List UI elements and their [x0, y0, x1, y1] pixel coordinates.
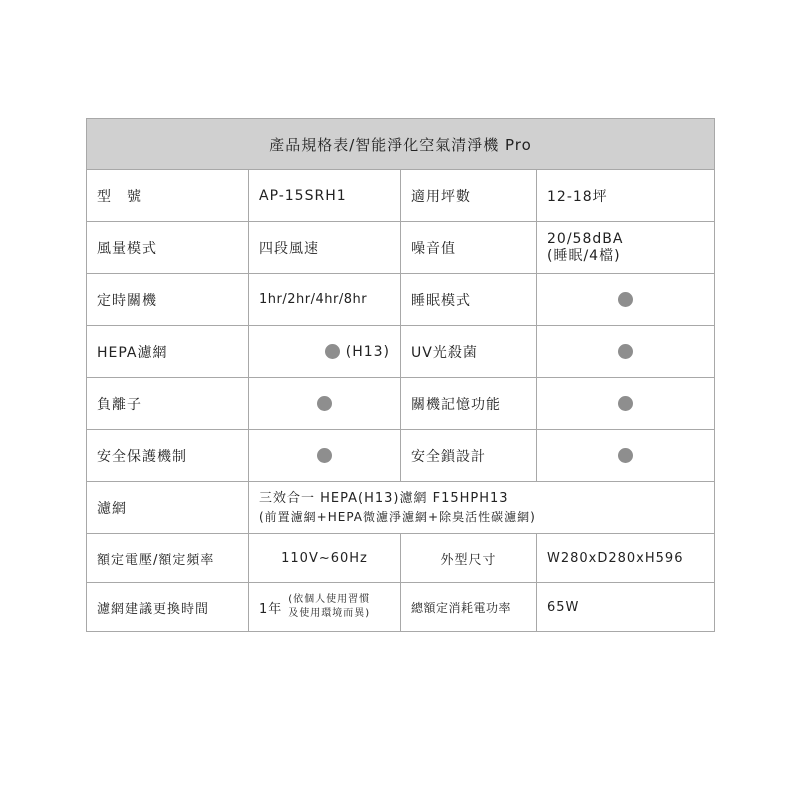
filter-value-line1: 三效合一 HEPA(H13)濾網 F15HPH13	[259, 490, 509, 506]
model-value: AP-15SRH1	[249, 170, 401, 222]
area-value: 12-18坪	[537, 170, 715, 222]
row-label: HEPA濾網	[87, 326, 249, 378]
uv-value	[537, 326, 715, 378]
row-label: 安全鎖設計	[401, 430, 537, 482]
table-row-hepa	[87, 326, 715, 378]
row-label: 關機記憶功能	[401, 378, 537, 430]
feature-dot-icon	[618, 396, 633, 411]
table-row-safety	[87, 430, 715, 482]
feature-dot-icon	[618, 292, 633, 307]
timer-value: 1hr/2hr/4hr/8hr	[249, 274, 401, 326]
sleep-mode-value	[537, 274, 715, 326]
feature-dot-icon	[618, 344, 633, 359]
feature-dot-icon	[325, 344, 340, 359]
hepa-note: (H13)	[345, 343, 390, 360]
spec-table	[86, 118, 714, 632]
row-label: 外型尺寸	[401, 534, 537, 583]
noise-value-line2: (睡眠/4檔)	[547, 247, 621, 264]
table-row-ion	[87, 378, 715, 430]
replace-note-line2: 及使用環境而異)	[288, 608, 371, 619]
replace-period: 1年	[259, 601, 283, 617]
table-row-replace	[87, 583, 715, 632]
replace-note	[288, 593, 370, 621]
table-title: 產品規格表/智能淨化空氣清淨機 Pro	[87, 119, 715, 170]
row-label: 濾網建議更換時間	[87, 583, 249, 632]
row-label: 睡眠模式	[401, 274, 537, 326]
row-label: 定時關機	[87, 274, 249, 326]
row-label: 安全保護機制	[87, 430, 249, 482]
row-label: 濾網	[87, 482, 249, 534]
table-row-airflow	[87, 222, 715, 274]
row-label: 額定電壓/額定頻率	[87, 534, 249, 583]
memory-value	[537, 378, 715, 430]
replace-value	[249, 583, 401, 632]
lock-value	[537, 430, 715, 482]
table-row-timer	[87, 274, 715, 326]
filter-value	[249, 482, 715, 534]
voltage-value: 110V~60Hz	[249, 534, 401, 583]
safety-value	[249, 430, 401, 482]
row-label: 總額定消耗電功率	[401, 583, 537, 632]
filter-value-line2: (前置濾網+HEPA微濾淨濾網+除臭活性碳濾網)	[259, 509, 536, 524]
noise-value-line1: 20/58dBA	[547, 230, 624, 247]
feature-dot-icon	[317, 396, 332, 411]
hepa-value	[249, 326, 401, 378]
row-label: 型 號	[87, 170, 249, 222]
noise-value	[537, 222, 715, 274]
dimension-value: W280xD280xH596	[537, 534, 715, 583]
table-row-filter	[87, 482, 715, 534]
row-label: 負離子	[87, 378, 249, 430]
power-value: 65W	[537, 583, 715, 632]
airflow-value: 四段風速	[249, 222, 401, 274]
ion-value	[249, 378, 401, 430]
replace-note-line1: (依個人使用習慣	[288, 594, 371, 605]
row-label: 風量模式	[87, 222, 249, 274]
feature-dot-icon	[317, 448, 332, 463]
feature-dot-icon	[618, 448, 633, 463]
row-label: UV光殺菌	[401, 326, 537, 378]
table-row-model	[87, 170, 715, 222]
row-label: 噪音值	[401, 222, 537, 274]
table-row-voltage	[87, 534, 715, 583]
row-label: 適用坪數	[401, 170, 537, 222]
